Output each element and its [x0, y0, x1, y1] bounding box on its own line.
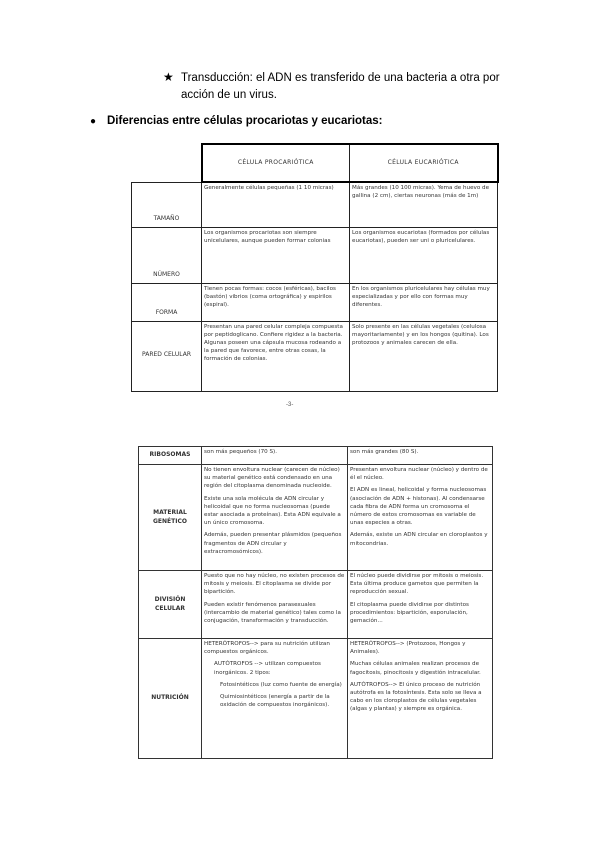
cell-paragraph: son más pequeños (70 S). — [204, 449, 278, 455]
cell-paragraph: No tienen envoltura nuclear (carecen de núcleo) su material genético está condensado en una región del citoplasma denominada nucleoide. — [204, 467, 340, 490]
cell-prokaryote: Tienen pocas formas: cocos (esféricas), bacilos (bastón) vibrios (coma ortográfica) y espirilos (espiral). — [202, 283, 350, 321]
cell-paragraph: son más grandes (80 S). — [350, 449, 419, 455]
table-row — [132, 321, 498, 391]
table-row — [139, 465, 493, 571]
transduction-text: Transducción: el ADN es transferido de una bacteria a otra por acción de un virus. — [181, 72, 500, 101]
header-eukaryote: CÉLULA EUCARIÓTICA — [350, 144, 498, 182]
cell-eukaryote — [348, 465, 493, 571]
cell-prokaryote — [202, 447, 348, 465]
cell-paragraph: El citoplasma puede dividirse por distintos procedimientos: bipartición, esporulación, gemación... — [350, 601, 469, 625]
header-prokaryote: CÉLULA PROCARIÓTICA — [202, 144, 350, 182]
cell-eukaryote — [348, 571, 493, 639]
cell-eukaryote — [348, 447, 493, 465]
cell-paragraph: AUTÓTROFOS --> utilizan compuestos inorgánicos. 2 tipos: — [214, 661, 321, 676]
cell-eukaryote: Más grandes (10 100 micras). Yema de huevo de gallina (2 cm), ciertas neuronas (más de 1m) — [350, 182, 498, 227]
cell-prokaryote: Los organismos procariotas son siempre unicelulares, aunque pueden formar colonias — [202, 227, 350, 283]
table-header-row — [132, 144, 498, 182]
row-label: NUTRICIÓN — [139, 639, 202, 759]
cell-eukaryote — [348, 639, 493, 759]
cell-paragraph: Fotosintéticos (luz como fuente de energía) — [220, 681, 342, 688]
cell-paragraph: Además, existe un ADN circular en cloroplastos y mitocondrias. — [350, 532, 488, 547]
table-row — [139, 571, 493, 639]
cell-prokaryote — [202, 571, 348, 639]
table-row — [132, 283, 498, 321]
row-label: FORMA — [132, 283, 202, 321]
table-row — [132, 182, 498, 227]
row-label: TAMAÑO — [132, 182, 202, 227]
comparison-table-1 — [131, 143, 499, 392]
bullet-icon: ● — [90, 116, 97, 127]
cell-paragraph: Quimiosintéticos (energía a partir de la oxidación de compuestos inorgánicos). — [220, 694, 330, 709]
table-row — [139, 639, 493, 759]
cell-paragraph: Pueden existir fenómenos parasexuales (intercambio de material genético) tales como la conjugación, transformación y transducción. — [204, 601, 341, 625]
cell-prokaryote — [202, 465, 348, 571]
row-label: RIBOSOMAS — [139, 447, 202, 465]
section-heading: Diferencias entre células procariotas y eucariotas: — [107, 115, 383, 127]
row-label: PARED CELULAR — [132, 321, 202, 391]
cell-paragraph: Además, pueden presentar plásmidos (pequeños fragmentos de ADN circular y extracromosómicos). — [204, 532, 342, 555]
empty-header-cell — [132, 144, 202, 182]
comparison-table-2 — [138, 446, 493, 759]
cell-paragraph: Presentan envoltura nuclear (núcleo) y dentro de él el núcleo. — [350, 467, 488, 482]
cell-eukaryote: Solo presente en las células vegetales (celulosa mayoritariamente) y en los hongos (quitina). Los protozoos y animales carecen de ella. — [350, 321, 498, 391]
table-row — [132, 227, 498, 283]
cell-prokaryote: Presentan una pared celular compleja compuesta por peptidoglicano. Confiere rigidez a la bacteria. Algunas poseen una cápsula mucosa rodeando a la pared que favorece, entre otras cosas, la formación de colonias. — [202, 321, 350, 391]
row-label: NÚMERO — [132, 227, 202, 283]
cell-eukaryote: Los organismos eucariotas (formados por células eucariotas), pueden ser uni o pluricelulares. — [350, 227, 498, 283]
row-label: MATERIAL GENÉTICO — [139, 465, 202, 571]
star-bullet-icon: ★ — [163, 70, 174, 84]
cell-prokaryote: Generalmente células pequeñas (1 10 micras) — [202, 182, 350, 227]
page-number: -3- — [286, 402, 294, 408]
cell-paragraph: HETERÓTROFOS--> para su nutrición utilizan compuestos orgánicos. — [204, 641, 330, 656]
cell-paragraph: Muchas células animales realizan procesos de fagocitosis, pinocitosis y digestión intracelular. — [350, 661, 481, 676]
cell-paragraph: AUTÓTROFOS--> El único proceso de nutrición autótrofa es la fotosíntesis. Esta solo se lleva a cabo en los cloroplastos de células vegetales (algas y plantas) y siempre es orgánica. — [350, 681, 482, 713]
cell-paragraph: Existe una sola molécula de ADN circular y helicoidal que no forma nucleosomas (puede estar asociada a proteínas). Esta ADN equivale a un único cromosoma. — [204, 495, 341, 527]
cell-prokaryote — [202, 639, 348, 759]
cell-paragraph: El ADN es lineal, helicoidal y forma nucleosomas (asociación de ADN + histonas). Al condensarse cada fibra de ADN forma un cromosoma el número de estos cromosomas es variable de unas especies a otras. — [350, 487, 487, 527]
row-label: DIVISIÓN CELULAR — [139, 571, 202, 639]
table-row — [139, 447, 493, 465]
cell-paragraph: Puesto que no hay núcleo, no existen procesos de mitosis y meiosis. El citoplasma se divide por bipartición. — [204, 573, 345, 596]
cell-paragraph: El núcleo puede dividirse por mitosis o meiosis. Esta última produce gametos que permiten la reproducción sexual. — [350, 573, 484, 596]
cell-paragraph: HETERÓTROFOS--> (Protozoos, Hongos y Animales). — [350, 641, 466, 656]
cell-eukaryote: En los organismos pluricelulares hay células muy especializadas y por ello con formas muy diferentes. — [350, 283, 498, 321]
